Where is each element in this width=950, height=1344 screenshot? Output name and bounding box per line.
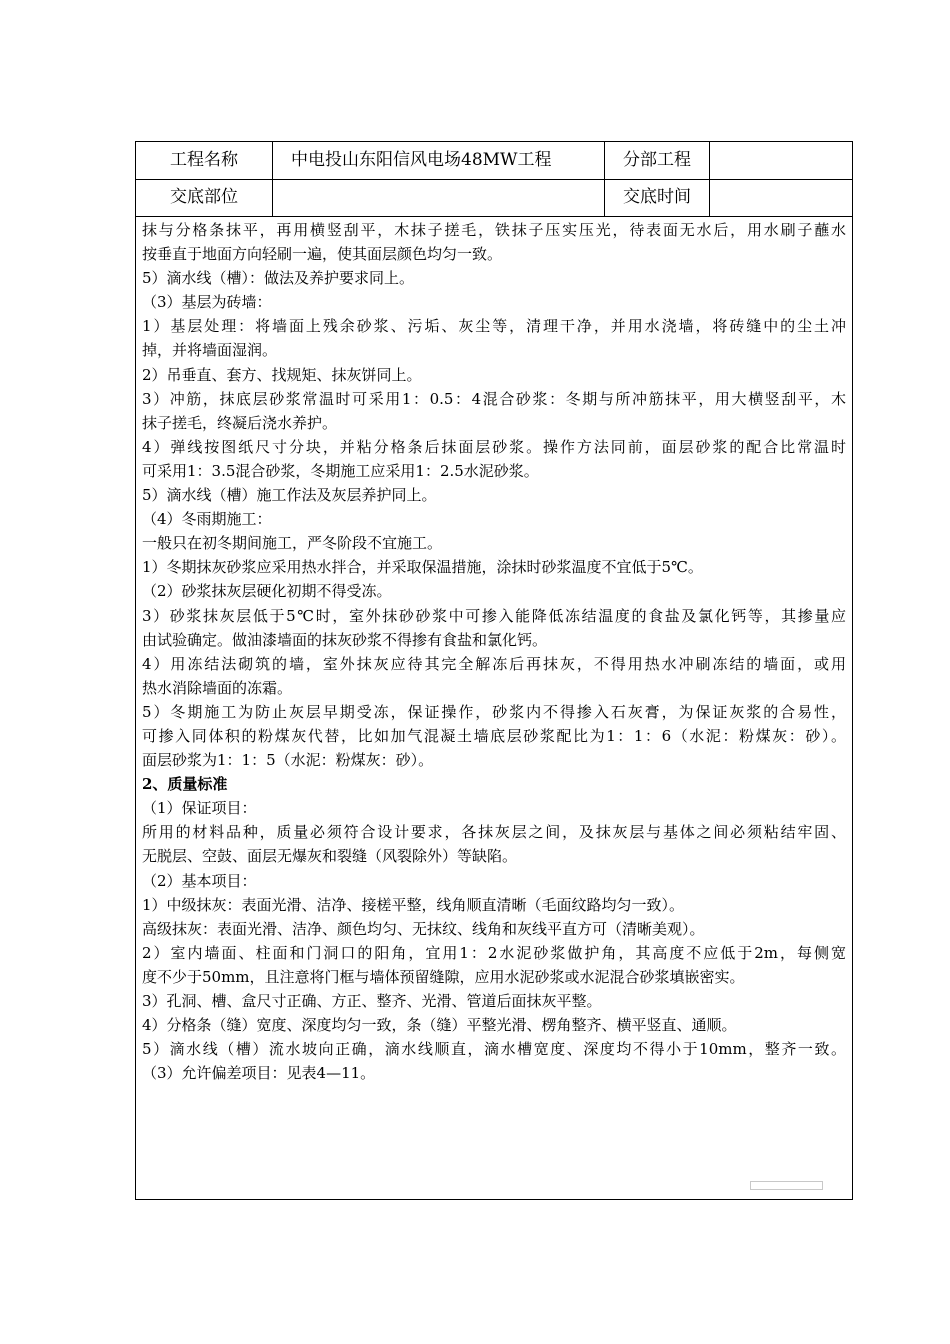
disclosure-time-value bbox=[710, 179, 853, 216]
header-row-1 bbox=[136, 142, 852, 180]
content-line: 5）滴水线（槽）施工作法及灰层养护同上。 bbox=[142, 486, 437, 505]
disclosure-part-label: 交底部位 bbox=[170, 187, 238, 207]
content-line: 5）滴水线（槽）流水坡向正确，滴水线顺直，滴水槽宽度、深度均不得小于10mm，整齐一致。 bbox=[142, 1040, 846, 1059]
content-line: 2）吊垂直、套方、找规矩、抹灰饼同上。 bbox=[142, 365, 422, 384]
content-line: 按垂直于地面方向轻刷一遍，使其面层颜色均匀一致。 bbox=[142, 245, 503, 264]
content-line: 4）分格条（缝）宽度、深度均匀一致，条（缝）平整光滑、楞角整齐、横平竖直、通顺。 bbox=[142, 1016, 737, 1035]
content-line: 掉，并将墙面湿润。 bbox=[142, 341, 278, 360]
content-line: 面层砂浆为1：1：5（水泥：粉煤灰：砂）。 bbox=[142, 751, 434, 770]
project-name-value: 中电投山东阳信风电场48MW工程 bbox=[291, 150, 552, 170]
content-line: 3）孔洞、槽、盒尺寸正确、方正、整齐、光滑、管道后面抹灰平整。 bbox=[142, 992, 602, 1010]
content-line: 一般只在初冬期间施工，严冬阶段不宜施工。 bbox=[142, 534, 443, 553]
content-line: （3）基层为砖墙： bbox=[142, 293, 272, 312]
content-line: 4）用冻结法砌筑的墙，室外抹灰应待其完全解冻后再抹灰，不得用热水冲刷冻结的墙面，或用 bbox=[142, 654, 846, 673]
project-name-label: 工程名称 bbox=[170, 150, 238, 170]
content-line: 热水消除墙面的冻霜。 bbox=[142, 678, 293, 697]
section-heading: 2、质量标准 bbox=[142, 775, 228, 794]
content-line: 度不少于50mm，且注意将门框与墙体预留缝隙，应用水泥砂浆或水泥混合砂浆填嵌密实。 bbox=[142, 967, 745, 986]
content-line: （3）允许偏差项目：见表4—11。 bbox=[142, 1064, 376, 1083]
content-line: 3）冲筋，抹底层砂浆常温时可采用1：0.5：4混合砂浆：冬期与所冲筋抹平，用大横竖刮平，木 bbox=[142, 389, 846, 408]
content-line: 无脱层、空鼓、面层无爆灰和裂缝（风裂除外）等缺陷。 bbox=[142, 847, 518, 866]
content-line: 1）基层处理：将墙面上残余砂浆、污垢、灰尘等，清理干净，并用水浇墙，将砖缝中的尘土冲 bbox=[142, 317, 846, 336]
content-line: 5）冬期施工为防止灰层早期受冻，保证操作，砂浆内不得掺入石灰膏，为保证灰浆的合易性， bbox=[142, 702, 846, 721]
content-line: （2）基本项目： bbox=[142, 871, 257, 890]
content-line: （2）砂浆抹灰层硬化初期不得受冻。 bbox=[142, 582, 392, 601]
content-line: （1）保证项目： bbox=[142, 799, 257, 818]
content-line: 抹与分格条抹平，再用横竖刮平，木抹子搓毛，铁抹子压实压光，待表面无水后，用水刷子蘸水 bbox=[142, 221, 846, 239]
subdivision-value bbox=[710, 142, 853, 179]
content-line: 可掺入同体积的粉煤灰代替，比如加气混凝土墙底层砂浆配比为1：1：6（水泥：粉煤灰：砂）。 bbox=[142, 726, 846, 745]
content-line: （4）冬雨期施工： bbox=[142, 510, 272, 529]
content-line: 5）滴水线（槽）：做法及养护要求同上。 bbox=[142, 269, 415, 288]
blank-signature-box bbox=[750, 1181, 823, 1190]
content-line: 所用的材料品种，质量必须符合设计要求，各抹灰层之间，及抹灰层与基体之间必须粘结牢固、 bbox=[142, 823, 846, 842]
header-row-2 bbox=[136, 179, 852, 217]
content-line: 3）砂浆抹灰层低于5℃时，室外抹砂砂浆中可掺入能降低冻结温度的食盐及氯化钙等，其掺量应 bbox=[142, 606, 846, 625]
content-line: 4）弹线按图纸尺寸分块，并粘分格条后抹面层砂浆。操作方法同前，面层砂浆的配合比常温时 bbox=[142, 437, 846, 456]
disclosure-time-label: 交底时间 bbox=[623, 187, 691, 207]
content-line: 可采用1：3.5混合砂浆，冬期施工应采用1：2.5水泥砂浆。 bbox=[142, 461, 539, 480]
content-line: 1）冬期抹灰砂浆应采用热水拌合，并采取保温措施，涂抹时砂浆温度不宜低于5℃。 bbox=[142, 558, 703, 577]
content-line: 抹子搓毛，终凝后浇水养护。 bbox=[142, 413, 338, 432]
disclosure-form bbox=[135, 141, 853, 1200]
disclosure-content bbox=[142, 218, 846, 1085]
content-line: 由试验确定。做油漆墙面的抹灰砂浆不得掺有食盐和氯化钙。 bbox=[142, 630, 548, 649]
content-line: 2）室内墙面、柱面和门洞口的阳角，宜用1：2水泥砂浆做护角，其高度不应低于2m，每侧宽 bbox=[142, 943, 846, 962]
subdivision-label: 分部工程 bbox=[623, 150, 691, 170]
content-line: 高级抹灰：表面光滑、洁净、颜色均匀、无抹纹、线角和灰线平直方可（清晰美观）。 bbox=[142, 919, 705, 938]
content-line: 1）中级抹灰：表面光滑、洁净、接槎平整，线角顺直清晰（毛面纹路均匀一致）。 bbox=[142, 895, 685, 914]
